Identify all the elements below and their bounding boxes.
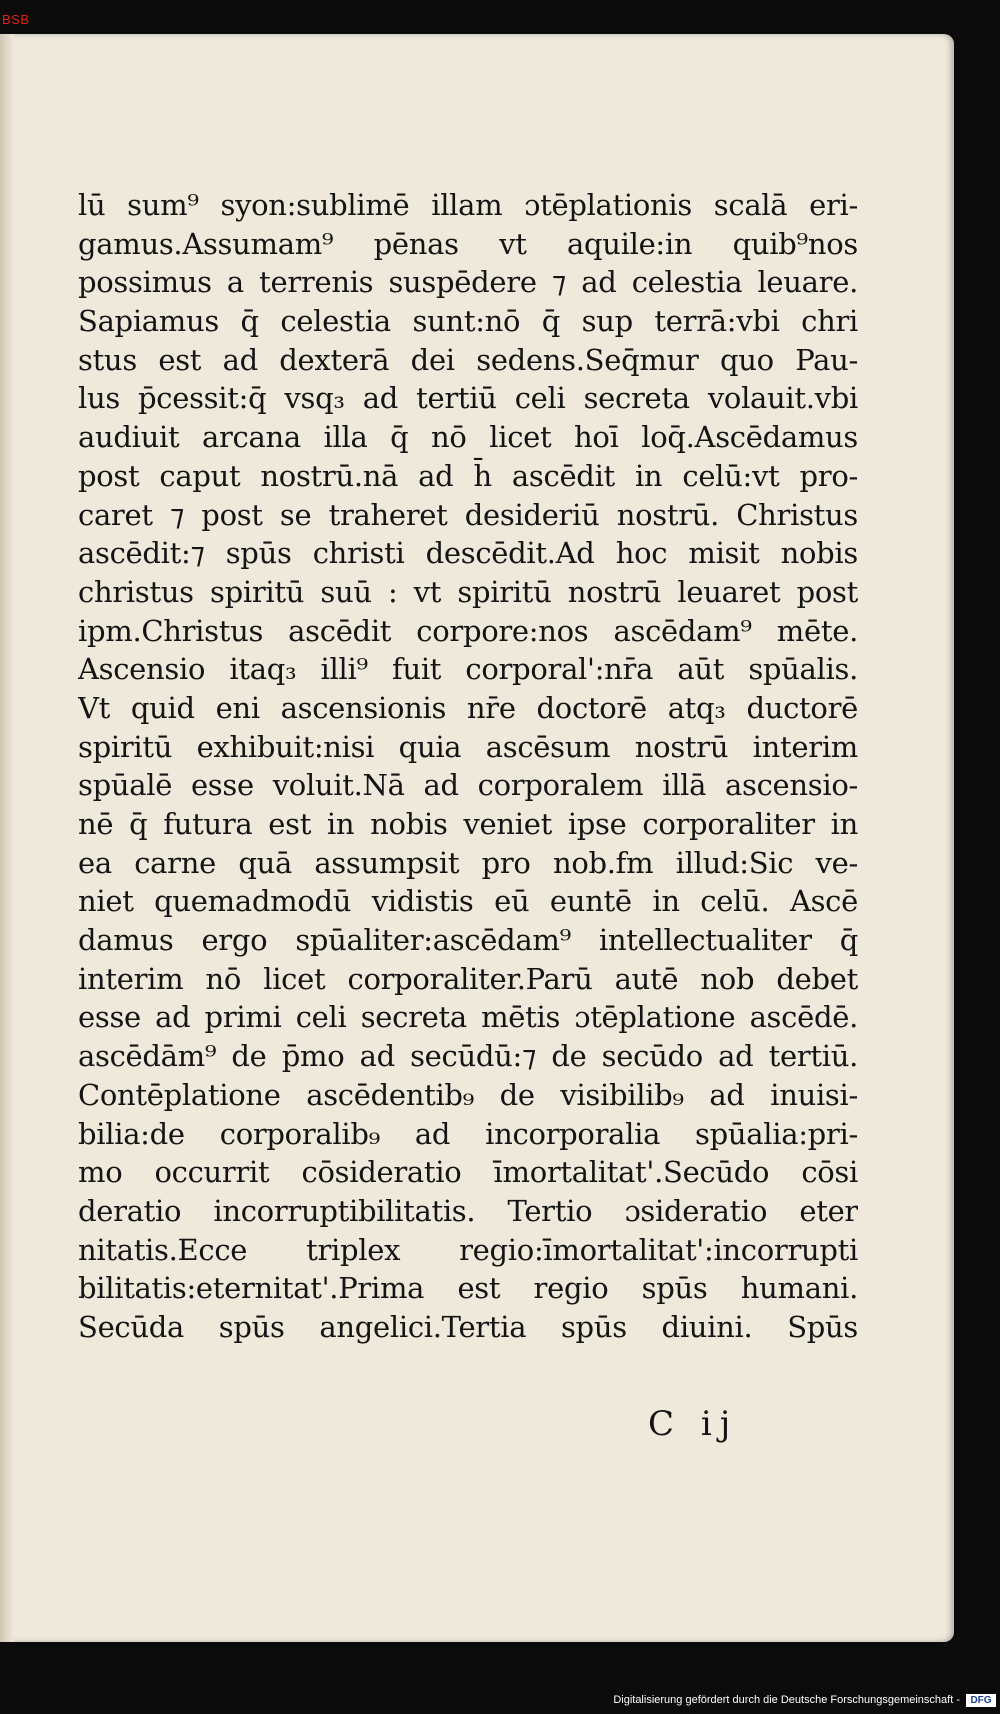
text-line: ascēdām⁹ de p̄mo ad secūdū:⁊ de secūdo ad tertiū. xyxy=(78,1039,858,1074)
text-line: mo occurrit cōsideratio īmortalitat'.Secūdo cōsi xyxy=(78,1155,858,1190)
text-line: Vt quid eni ascensionis nr̄e doctorē atq₃ ductorē xyxy=(78,690,858,725)
text-line: lū sum⁹ syon:sublimē illam ɔtēplationis scalā eri- xyxy=(78,188,858,222)
text-line: caret ⁊ post se traheret desideriū nostrū. Christus xyxy=(78,497,858,532)
signature-mark: C ij xyxy=(648,1404,739,1444)
text-line: deratio incorruptibilitatis. Tertio ɔsideratio eter xyxy=(78,1193,858,1228)
text-line: Ascensio itaq₃ illi⁹ fuit corporal':nr̄a aūt spūalis. xyxy=(78,652,858,687)
text-line: spiritū exhibuit:nisi quia ascēsum nostrū interim xyxy=(78,729,858,764)
text-line: post caput nostrū.nā ad h̄ ascēdit in celū:vt pro- xyxy=(78,458,858,493)
text-line: niet quemadmodū vidistis eū euntē in celū. Ascē xyxy=(78,884,858,919)
text-line: Secūda spūs angelici.Tertia spūs diuini. Spūs xyxy=(78,1309,858,1344)
text-block xyxy=(78,186,858,1347)
text-line: gamus.Assumam⁹ pēnas vt aquile:in quib⁹nos xyxy=(78,226,858,261)
text-line: bilitatis:eternitat'.Prima est regio spūs humani. xyxy=(78,1271,858,1306)
text-line: stus est ad dexterā dei sedens.Seq̄mur quo Pau- xyxy=(78,342,858,377)
text-line: nē q̄ futura est in nobis veniet ipse corporaliter in xyxy=(78,807,858,841)
dfg-logo: DFG xyxy=(966,1694,996,1707)
text-line: nitatis.Ecce triplex regio:īmortalitat':incorrupti xyxy=(78,1232,858,1267)
text-line: lus p̄cessit:q̄ vsq₃ ad tertiū celi secreta volauit.vbi xyxy=(78,381,858,416)
book-page xyxy=(0,34,954,1642)
text-line: christus spiritū suū : vt spiritū nostrū leuaret post xyxy=(78,574,858,609)
text-line: Contēplatione ascēdentib₉ de visibilib₉ ad inuisi- xyxy=(78,1077,858,1112)
text-line: ipm.Christus ascēdit corpore:nos ascēdam⁹ mēte. xyxy=(78,613,858,648)
library-mark: BSB xyxy=(2,12,30,27)
text-line: spūalē esse voluit.Nā ad corporalem illā ascensio- xyxy=(78,768,858,803)
text-line: Sapiamus q̄ celestia sunt:nō q̄ sup terrā:vbi chri xyxy=(78,304,858,339)
text-line: interim nō licet corporaliter.Parū autē nob debet xyxy=(78,961,858,996)
text-line: bilia:de corporalib₉ ad incorporalia spūalia:pri- xyxy=(78,1116,858,1151)
text-line: possimus a terrenis suspēdere ⁊ ad celestia leuare. xyxy=(78,265,858,300)
text-line: damus ergo spūaliter:ascēdam⁹ intellectualiter q̄ xyxy=(78,923,858,958)
text-line: ea carne quā assumpsit pro nob.fm illud:Sic ve- xyxy=(78,845,858,880)
funding-credit: Digitalisierung gefördert durch die Deutsche Forschungsgemeinschaft - xyxy=(613,1694,960,1706)
text-line: audiuit arcana illa q̄ nō licet hoī loq̄.Ascēdamus xyxy=(78,420,858,455)
text-line: esse ad primi celi secreta mētis ɔtēplatione ascēdē. xyxy=(78,1000,858,1035)
text-line: ascēdit:⁊ spūs christi descēdit.Ad hoc misit nobis xyxy=(78,536,858,571)
